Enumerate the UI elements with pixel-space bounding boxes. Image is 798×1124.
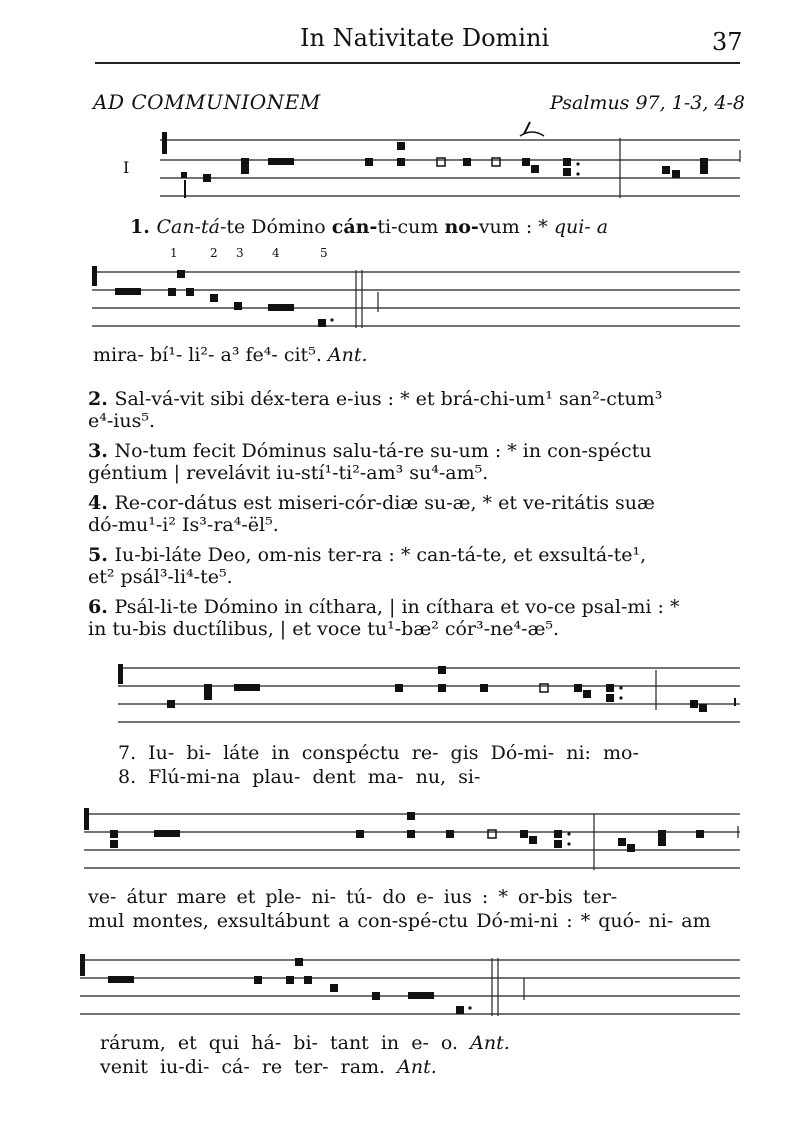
- verse-text-line: Iu-bi-láte Deo, om-nis ter-ra : * can-tá-te, et exsultá-te¹,: [114, 544, 647, 566]
- lyric-syllable: qui-: [553, 216, 591, 238]
- verse-7-lyrics: 7. Iu- bi- láte in conspéctu re- gis Dó-mi- ni: mo-: [118, 742, 639, 764]
- verse-text-line: dó-mu¹-i² Is³-ra⁴-ël⁵.: [88, 514, 279, 536]
- section-title: AD COMMUNIONEM: [93, 90, 321, 114]
- verse-4: [88, 492, 655, 536]
- lyric-line: venit iu-di- cá- re ter- ram.: [100, 1056, 398, 1078]
- verse-number: 2.: [88, 388, 115, 410]
- staff-2-lyrics: [93, 344, 368, 366]
- staff-1-lyrics: [130, 216, 608, 238]
- music-staff-5: [0, 952, 798, 1032]
- lyric-syllable: a: [590, 216, 609, 238]
- lyric-syllable: te Dómino: [226, 216, 332, 238]
- verse-text-line: et² psál³-li⁴-te⁵.: [88, 566, 233, 588]
- page-number: 37: [712, 28, 743, 56]
- verse-number: 4.: [88, 492, 115, 514]
- verse-text-line: Psál-li-te Dómino in cíthara, | in cíthara et vo-ce psal-mi : *: [114, 596, 680, 618]
- verse-6: [88, 596, 679, 640]
- header-rule: [95, 62, 740, 64]
- mode-number: I: [123, 158, 130, 177]
- cadence-number: 1: [170, 246, 178, 260]
- lyric-line: mira- bí¹- li²- a³ fe⁴- cit⁵.: [93, 344, 328, 366]
- antiphon-marker: Ant.: [470, 1032, 510, 1054]
- music-staff-4: [0, 804, 798, 884]
- lyric-syllable: no-: [444, 216, 479, 238]
- lyric-syllable: vum : *: [478, 216, 554, 238]
- lyric-syllable: Can-tá-: [156, 216, 227, 238]
- verse-text-line: Sal-vá-vit sibi déx-tera e-ius : * et brá-chi-um¹ san²-ctum³: [114, 388, 663, 410]
- verse-7-lyrics-cont: ve- átur mare et ple- ni- tú- do e- ius : * or-bis ter-: [88, 886, 618, 908]
- music-staff-3: [0, 660, 798, 740]
- lyric-syllable: ti-cum: [377, 216, 445, 238]
- verse-text-line: No-tum fecit Dóminus salu-tá-re su-um : * in con-spéctu: [114, 440, 652, 462]
- verse-8-lyrics-cont: mul montes, exsultábunt a con-spé-ctu Dó-mi-ni : * quó- ni- am: [88, 910, 711, 932]
- music-staff-1: [0, 120, 798, 210]
- verse-number: 3.: [88, 440, 115, 462]
- verse-text-line: e⁴-ius⁵.: [88, 410, 156, 432]
- verse-8-lyrics: 8. Flú-mi-na plau- dent ma- nu, si-: [118, 766, 481, 788]
- verse-number: 5.: [88, 544, 115, 566]
- verse-text-line: Re-cor-dátus est miseri-cór-diæ su-æ, * et ve-ritátis suæ: [114, 492, 655, 514]
- verse-number: 6.: [88, 596, 115, 618]
- verse-5: [88, 544, 646, 588]
- antiphon-marker: Ant.: [327, 344, 368, 366]
- cadence-number: 3: [236, 246, 244, 260]
- music-staff-2: [0, 262, 798, 342]
- verse-number: 1.: [130, 216, 157, 238]
- cadence-number: 5: [320, 246, 328, 260]
- verse-2: [88, 388, 662, 432]
- verse-7-lyrics-end: [100, 1032, 510, 1054]
- psalm-reference: Psalmus 97, 1-3, 4-8: [550, 92, 746, 114]
- lyric-syllable: cán-: [331, 216, 378, 238]
- verse-text-line: géntium | revelávit iu-stí¹-ti²-am³ su⁴-am⁵.: [88, 462, 489, 484]
- verse-8-lyrics-end: [100, 1056, 437, 1078]
- verse-3: [88, 440, 652, 484]
- antiphon-marker: Ant.: [397, 1056, 437, 1078]
- cadence-number: 4: [272, 246, 280, 260]
- lyric-line: rárum, et qui há- bi- tant in e- o.: [100, 1032, 471, 1054]
- page-header-title: In Nativitate Domini: [300, 24, 550, 52]
- verse-text-line: in tu-bis ductílibus, | et voce tu¹-bæ² cór³-ne⁴-æ⁵.: [88, 618, 560, 640]
- cadence-number: 2: [210, 246, 218, 260]
